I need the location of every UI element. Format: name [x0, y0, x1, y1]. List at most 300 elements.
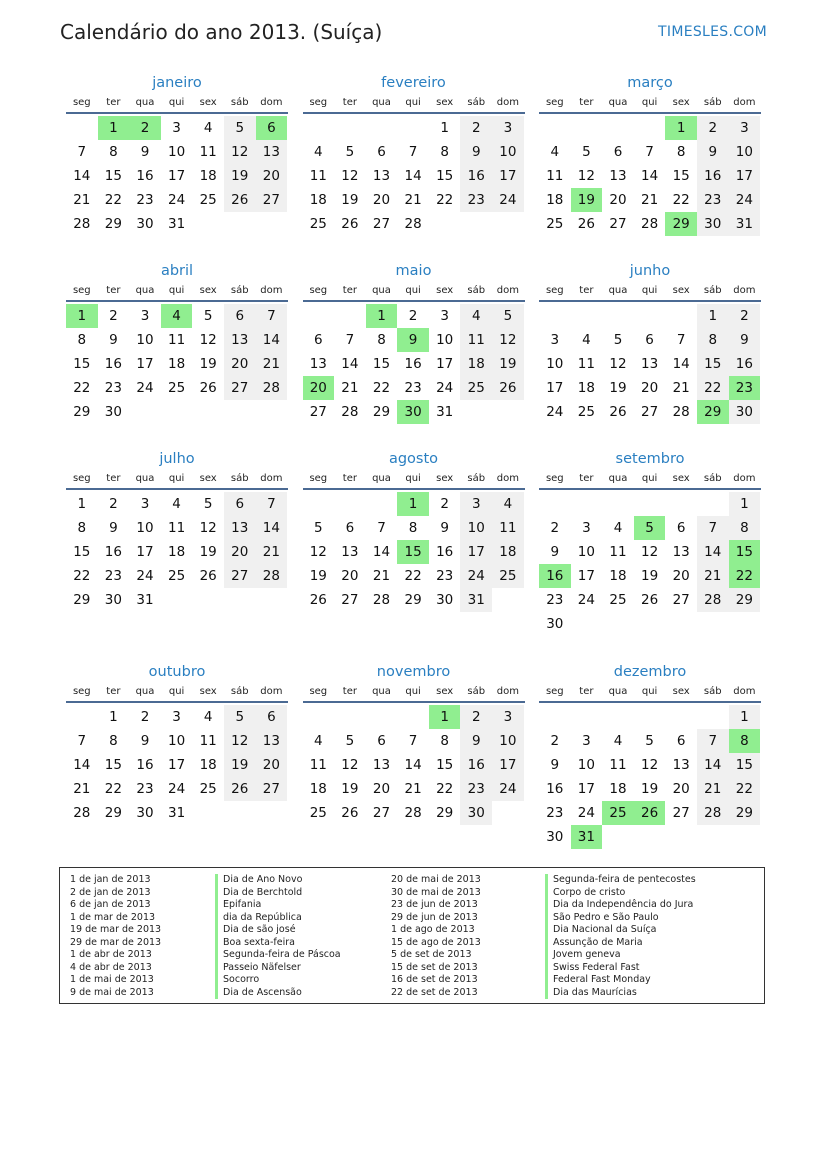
weekday-label: sáb: [703, 285, 722, 296]
day-cell: 13: [341, 544, 359, 560]
weekday-label: sex: [436, 285, 454, 296]
day-cell: 9: [697, 140, 729, 164]
day-cell: 1: [697, 304, 729, 328]
day-cell: 4: [172, 496, 181, 512]
day-cell: 12: [492, 328, 524, 352]
day-cell: 12: [199, 332, 217, 348]
holiday-day-cell: 15: [729, 540, 761, 564]
legend-holiday-name: Dia de Berchtold: [215, 887, 341, 900]
day-cell: 9: [550, 544, 560, 560]
day-cell: 15: [73, 544, 91, 560]
legend-date: 1 de jan de 2013: [70, 874, 151, 885]
day-cell: 13: [672, 544, 690, 560]
day-cell: 16: [460, 164, 492, 188]
day-cell: 25: [199, 192, 217, 208]
day-cell: 21: [341, 380, 359, 396]
month-setembro: [539, 448, 761, 636]
day-cell: 19: [199, 356, 217, 372]
day-cell: 7: [645, 144, 654, 160]
holiday-day-cell: 1: [429, 705, 461, 729]
day-cell: 25: [309, 216, 327, 232]
day-cell: 23: [136, 781, 154, 797]
holiday-day-cell: 1: [366, 304, 398, 328]
holiday-day-cell: 30: [397, 400, 429, 424]
weekday-label: qui: [405, 686, 421, 697]
weekday-label: seg: [309, 285, 328, 296]
weekday-label: sex: [436, 97, 454, 108]
weekday-label: ter: [579, 97, 594, 108]
day-cell: 12: [309, 544, 327, 560]
day-cell: 30: [436, 592, 454, 608]
day-cell: 30: [104, 404, 122, 420]
empty-cell: [571, 304, 603, 328]
day-cell: 15: [372, 356, 391, 372]
day-cell: 15: [436, 757, 454, 773]
day-cell: 8: [440, 144, 449, 160]
day-cell: 23: [136, 192, 154, 208]
day-cell: 10: [492, 729, 524, 753]
holiday-day-cell: 26: [634, 801, 666, 825]
weekday-label: qua: [135, 473, 155, 484]
day-cell: 9: [140, 144, 150, 160]
day-cell: 28: [73, 805, 91, 821]
legend-holiday-name: Epifania: [215, 899, 341, 912]
day-cell: 13: [372, 168, 391, 184]
empty-cell: [634, 304, 666, 328]
day-cell: 5: [224, 705, 256, 729]
legend-date-column: [70, 874, 161, 999]
day-cell: 5: [224, 116, 256, 140]
weekday-label: qua: [135, 97, 155, 108]
day-cell: 29: [404, 592, 422, 608]
day-cell: 21: [404, 192, 422, 208]
day-cell: 17: [436, 356, 454, 372]
day-cell: 6: [224, 492, 256, 516]
day-cell: 30: [104, 592, 122, 608]
day-cell: 2: [550, 733, 560, 749]
legend-date: 30 de mai de 2013: [391, 886, 481, 898]
day-cell: 2: [140, 709, 150, 725]
day-grid: [66, 304, 288, 424]
day-cell: 9: [109, 332, 118, 348]
weekday-label: qui: [405, 97, 421, 108]
holiday-day-cell: 29: [665, 212, 697, 236]
day-cell: 10: [577, 544, 595, 560]
day-cell: 8: [109, 733, 118, 749]
legend-holiday-name: São Pedro e São Paulo: [545, 912, 696, 925]
day-cell: 21: [256, 352, 288, 376]
legend-date: 2 de jan de 2013: [70, 886, 151, 898]
legend-date: 5 de set de 2013: [391, 949, 472, 960]
day-cell: 27: [224, 564, 256, 588]
day-cell: 27: [672, 805, 690, 821]
month-row: [66, 661, 761, 849]
day-cell: 12: [341, 168, 359, 184]
day-cell: 14: [73, 168, 91, 184]
legend-date: 16 de set de 2013: [391, 974, 478, 985]
page-title: Calendário do ano 2013. (Suíça): [60, 20, 383, 44]
day-cell: 11: [609, 544, 627, 560]
weekday-label: seg: [309, 97, 328, 108]
day-cell: 9: [440, 520, 449, 536]
day-cell: 6: [256, 705, 288, 729]
day-cell: 4: [613, 520, 623, 536]
empty-cell: [366, 492, 398, 516]
legend-date: 22 de set de 2013: [391, 986, 478, 998]
day-cell: 6: [224, 304, 256, 328]
day-cell: 6: [676, 520, 686, 536]
weekday-label: sáb: [703, 97, 722, 108]
day-cell: 25: [577, 404, 595, 420]
day-cell: 2: [460, 705, 492, 729]
legend-holiday-name: Dia de Ano Novo: [215, 874, 341, 887]
day-cell: 4: [314, 733, 323, 749]
legend-holiday-name: Assunção de Maria: [545, 937, 696, 950]
day-cell: 28: [640, 216, 659, 232]
legend-holiday-name: Boa sexta-feira: [215, 937, 341, 950]
legend-date: 1 de abr de 2013: [70, 949, 152, 960]
empty-cell: [366, 705, 398, 729]
day-cell: 14: [372, 544, 391, 560]
holiday-day-cell: 20: [303, 376, 335, 400]
day-cell: 25: [199, 781, 217, 797]
legend-date: 9 de mai de 2013: [70, 986, 154, 998]
day-cell: 21: [256, 540, 288, 564]
day-cell: 7: [256, 492, 288, 516]
weekday-label: qui: [405, 473, 421, 484]
weekday-label: qua: [372, 285, 391, 296]
day-cell: 19: [640, 781, 659, 797]
day-cell: 16: [104, 356, 122, 372]
weekday-label: sex: [199, 97, 217, 108]
day-cell: 13: [256, 140, 288, 164]
holiday-day-cell: 1: [665, 116, 697, 140]
weekday-label: dom: [496, 285, 519, 296]
day-cell: 12: [577, 168, 595, 184]
empty-cell: [334, 304, 366, 328]
day-grid: [66, 116, 288, 236]
holiday-day-cell: 23: [729, 376, 761, 400]
day-cell: 5: [345, 733, 355, 749]
day-cell: 21: [372, 568, 391, 584]
holiday-day-cell: 22: [729, 564, 761, 588]
empty-cell: [665, 304, 697, 328]
day-cell: 18: [167, 356, 186, 372]
day-cell: 7: [77, 144, 87, 160]
day-cell: 11: [492, 516, 524, 540]
weekday-label: qui: [168, 285, 185, 296]
day-cell: 25: [609, 592, 627, 608]
day-cell: 23: [546, 592, 564, 608]
day-cell: 22: [73, 568, 91, 584]
day-cell: 13: [609, 168, 627, 184]
day-cell: 20: [640, 380, 659, 396]
day-cell: 19: [341, 781, 359, 797]
day-cell: 12: [199, 520, 217, 536]
day-cell: 21: [697, 564, 729, 588]
day-cell: 12: [224, 140, 256, 164]
legend-holiday-name: Passeio Näfelser: [215, 962, 341, 975]
empty-cell: [602, 492, 634, 516]
weekday-label: seg: [309, 686, 328, 697]
day-cell: 23: [104, 568, 122, 584]
day-cell: 26: [640, 592, 659, 608]
day-cell: 7: [676, 332, 686, 348]
day-cell: 2: [440, 496, 449, 512]
day-cell: 10: [136, 520, 154, 536]
day-cell: 16: [546, 781, 564, 797]
weekday-label: sáb: [467, 473, 486, 484]
site-link[interactable]: TIMESLES.COM: [658, 24, 767, 40]
weekday-header: [66, 683, 288, 703]
day-cell: 4: [460, 304, 492, 328]
holiday-day-cell: 16: [539, 564, 571, 588]
weekday-label: sex: [436, 686, 454, 697]
weekday-label: seg: [545, 686, 564, 697]
weekday-label: dom: [733, 473, 756, 484]
legend-date: 19 de mar de 2013: [70, 924, 162, 935]
day-cell: 27: [640, 404, 659, 420]
day-cell: 2: [109, 496, 118, 512]
day-cell: 25: [492, 564, 524, 588]
day-cell: 29: [729, 588, 761, 612]
day-cell: 11: [546, 168, 564, 184]
day-cell: 19: [640, 568, 659, 584]
legend-date: 1 de ago de 2013: [391, 924, 475, 935]
day-cell: 14: [404, 168, 422, 184]
weekday-label: seg: [545, 473, 564, 484]
empty-cell: [697, 492, 729, 516]
month-name: agosto: [388, 451, 439, 467]
month-julho: [66, 448, 288, 636]
day-cell: 5: [582, 144, 591, 160]
weekday-label: ter: [106, 285, 121, 296]
empty-cell: [571, 116, 603, 140]
day-cell: 10: [577, 757, 595, 773]
weekday-header: [66, 282, 288, 302]
day-cell: 7: [377, 520, 386, 536]
day-cell: 26: [224, 188, 256, 212]
legend-date: 1 de mai de 2013: [70, 974, 154, 985]
day-cell: 18: [199, 168, 217, 184]
legend-holiday-name: dia da República: [215, 912, 341, 925]
holiday-day-cell: 19: [571, 188, 603, 212]
day-cell: 1: [440, 120, 449, 136]
day-cell: 31: [436, 404, 454, 420]
day-cell: 17: [492, 164, 524, 188]
weekday-header: [66, 94, 288, 114]
day-cell: 21: [640, 192, 659, 208]
day-cell: 28: [73, 216, 91, 232]
day-cell: 8: [729, 516, 761, 540]
day-cell: 18: [609, 568, 627, 584]
legend-holiday-name: Dia de são josé: [215, 924, 341, 937]
day-cell: 29: [73, 404, 91, 420]
day-cell: 1: [729, 492, 761, 516]
weekday-label: seg: [72, 686, 91, 697]
holiday-day-cell: 29: [697, 400, 729, 424]
day-cell: 9: [460, 729, 492, 753]
day-cell: 24: [460, 564, 492, 588]
month-name: abril: [160, 263, 194, 279]
day-cell: 10: [546, 356, 564, 372]
empty-cell: [571, 705, 603, 729]
day-cell: 5: [203, 308, 213, 324]
day-cell: 31: [167, 805, 186, 821]
month-name: junho: [629, 263, 671, 279]
day-cell: 22: [697, 376, 729, 400]
weekday-label: sáb: [703, 686, 722, 697]
day-cell: 11: [167, 332, 186, 348]
empty-cell: [602, 116, 634, 140]
weekday-label: sáb: [230, 97, 249, 108]
legend-holiday-name: Dia Nacional da Suíça: [545, 924, 696, 937]
day-cell: 26: [199, 380, 217, 396]
day-cell: 9: [140, 733, 150, 749]
day-grid: [539, 116, 761, 236]
day-cell: 30: [546, 829, 564, 845]
weekday-label: sex: [672, 686, 690, 697]
weekday-label: ter: [106, 473, 121, 484]
empty-cell: [539, 705, 571, 729]
legend-holiday-name: Swiss Federal Fast: [545, 962, 696, 975]
day-cell: 23: [546, 805, 564, 821]
weekday-label: seg: [545, 285, 564, 296]
holiday-day-cell: 9: [397, 328, 429, 352]
empty-cell: [303, 304, 335, 328]
day-cell: 15: [729, 753, 761, 777]
day-cell: 14: [697, 753, 729, 777]
day-cell: 27: [372, 216, 391, 232]
legend-holiday-name: Dia das Maurícias: [545, 987, 696, 1000]
day-cell: 29: [372, 404, 391, 420]
day-cell: 26: [341, 805, 359, 821]
weekday-label: sáb: [230, 285, 249, 296]
day-cell: 19: [224, 753, 256, 777]
day-cell: 27: [256, 188, 288, 212]
day-cell: 25: [460, 376, 492, 400]
day-cell: 7: [408, 144, 418, 160]
day-cell: 8: [697, 328, 729, 352]
day-cell: 3: [582, 520, 591, 536]
weekday-label: seg: [309, 473, 328, 484]
day-cell: 20: [672, 568, 690, 584]
day-grid: [66, 492, 288, 612]
day-cell: 5: [645, 733, 654, 749]
holiday-day-cell: 31: [571, 825, 603, 849]
day-cell: 18: [577, 380, 595, 396]
weekday-label: dom: [733, 97, 756, 108]
day-cell: 4: [314, 144, 323, 160]
day-cell: 3: [172, 709, 181, 725]
holiday-day-cell: 5: [634, 516, 666, 540]
empty-cell: [539, 492, 571, 516]
day-cell: 14: [341, 356, 359, 372]
day-cell: 2: [697, 116, 729, 140]
weekday-label: ter: [106, 97, 121, 108]
day-cell: 22: [436, 781, 454, 797]
month-maio: [303, 260, 525, 424]
weekday-label: sex: [436, 473, 454, 484]
day-cell: 23: [697, 188, 729, 212]
weekday-label: sex: [672, 97, 690, 108]
day-cell: 22: [372, 380, 391, 396]
day-cell: 4: [613, 733, 623, 749]
day-grid: [539, 304, 761, 424]
day-cell: 10: [167, 144, 186, 160]
day-cell: 20: [224, 352, 256, 376]
day-cell: 27: [224, 376, 256, 400]
empty-cell: [303, 705, 335, 729]
day-cell: 3: [140, 308, 150, 324]
weekday-header: [303, 94, 525, 114]
empty-cell: [539, 116, 571, 140]
day-cell: 23: [404, 380, 422, 396]
weekday-label: sáb: [467, 686, 486, 697]
weekday-label: sex: [672, 285, 690, 296]
day-cell: 3: [582, 733, 591, 749]
day-cell: 18: [546, 192, 564, 208]
month-junho: [539, 260, 761, 424]
day-cell: 27: [341, 592, 359, 608]
legend-name-column: [215, 874, 341, 999]
empty-cell: [303, 116, 335, 140]
day-cell: 18: [309, 192, 327, 208]
day-cell: 24: [167, 781, 186, 797]
day-cell: 2: [729, 304, 761, 328]
day-cell: 7: [697, 516, 729, 540]
month-row: [66, 448, 761, 636]
day-cell: 1: [729, 705, 761, 729]
empty-cell: [634, 492, 666, 516]
day-cell: 3: [172, 120, 181, 136]
day-cell: 26: [224, 777, 256, 801]
weekday-label: sex: [199, 686, 217, 697]
weekday-header: [539, 282, 761, 302]
day-cell: 1: [109, 709, 118, 725]
day-cell: 9: [109, 520, 118, 536]
weekday-label: sex: [199, 473, 217, 484]
day-cell: 28: [404, 216, 422, 232]
weekday-label: sáb: [467, 97, 486, 108]
month-name: maio: [395, 263, 432, 279]
day-cell: 3: [492, 116, 524, 140]
day-cell: 16: [136, 757, 154, 773]
day-cell: 23: [436, 568, 454, 584]
day-cell: 10: [460, 516, 492, 540]
weekday-label: dom: [496, 686, 519, 697]
month-agosto: [303, 448, 525, 636]
weekday-label: qui: [405, 285, 421, 296]
month-name: março: [627, 75, 673, 91]
day-cell: 31: [460, 588, 492, 612]
weekday-label: qua: [608, 285, 628, 296]
day-cell: 9: [550, 757, 560, 773]
weekday-label: dom: [260, 473, 283, 484]
day-cell: 27: [609, 216, 627, 232]
day-cell: 16: [460, 753, 492, 777]
legend-date: 15 de set de 2013: [391, 961, 478, 973]
day-cell: 8: [440, 733, 449, 749]
day-cell: 2: [460, 116, 492, 140]
day-cell: 10: [436, 332, 454, 348]
weekday-label: ter: [342, 473, 357, 484]
weekday-label: dom: [260, 686, 283, 697]
day-cell: 3: [729, 116, 761, 140]
day-cell: 23: [460, 777, 492, 801]
legend-holiday-name: Jovem geneva: [545, 949, 696, 962]
empty-cell: [397, 116, 429, 140]
